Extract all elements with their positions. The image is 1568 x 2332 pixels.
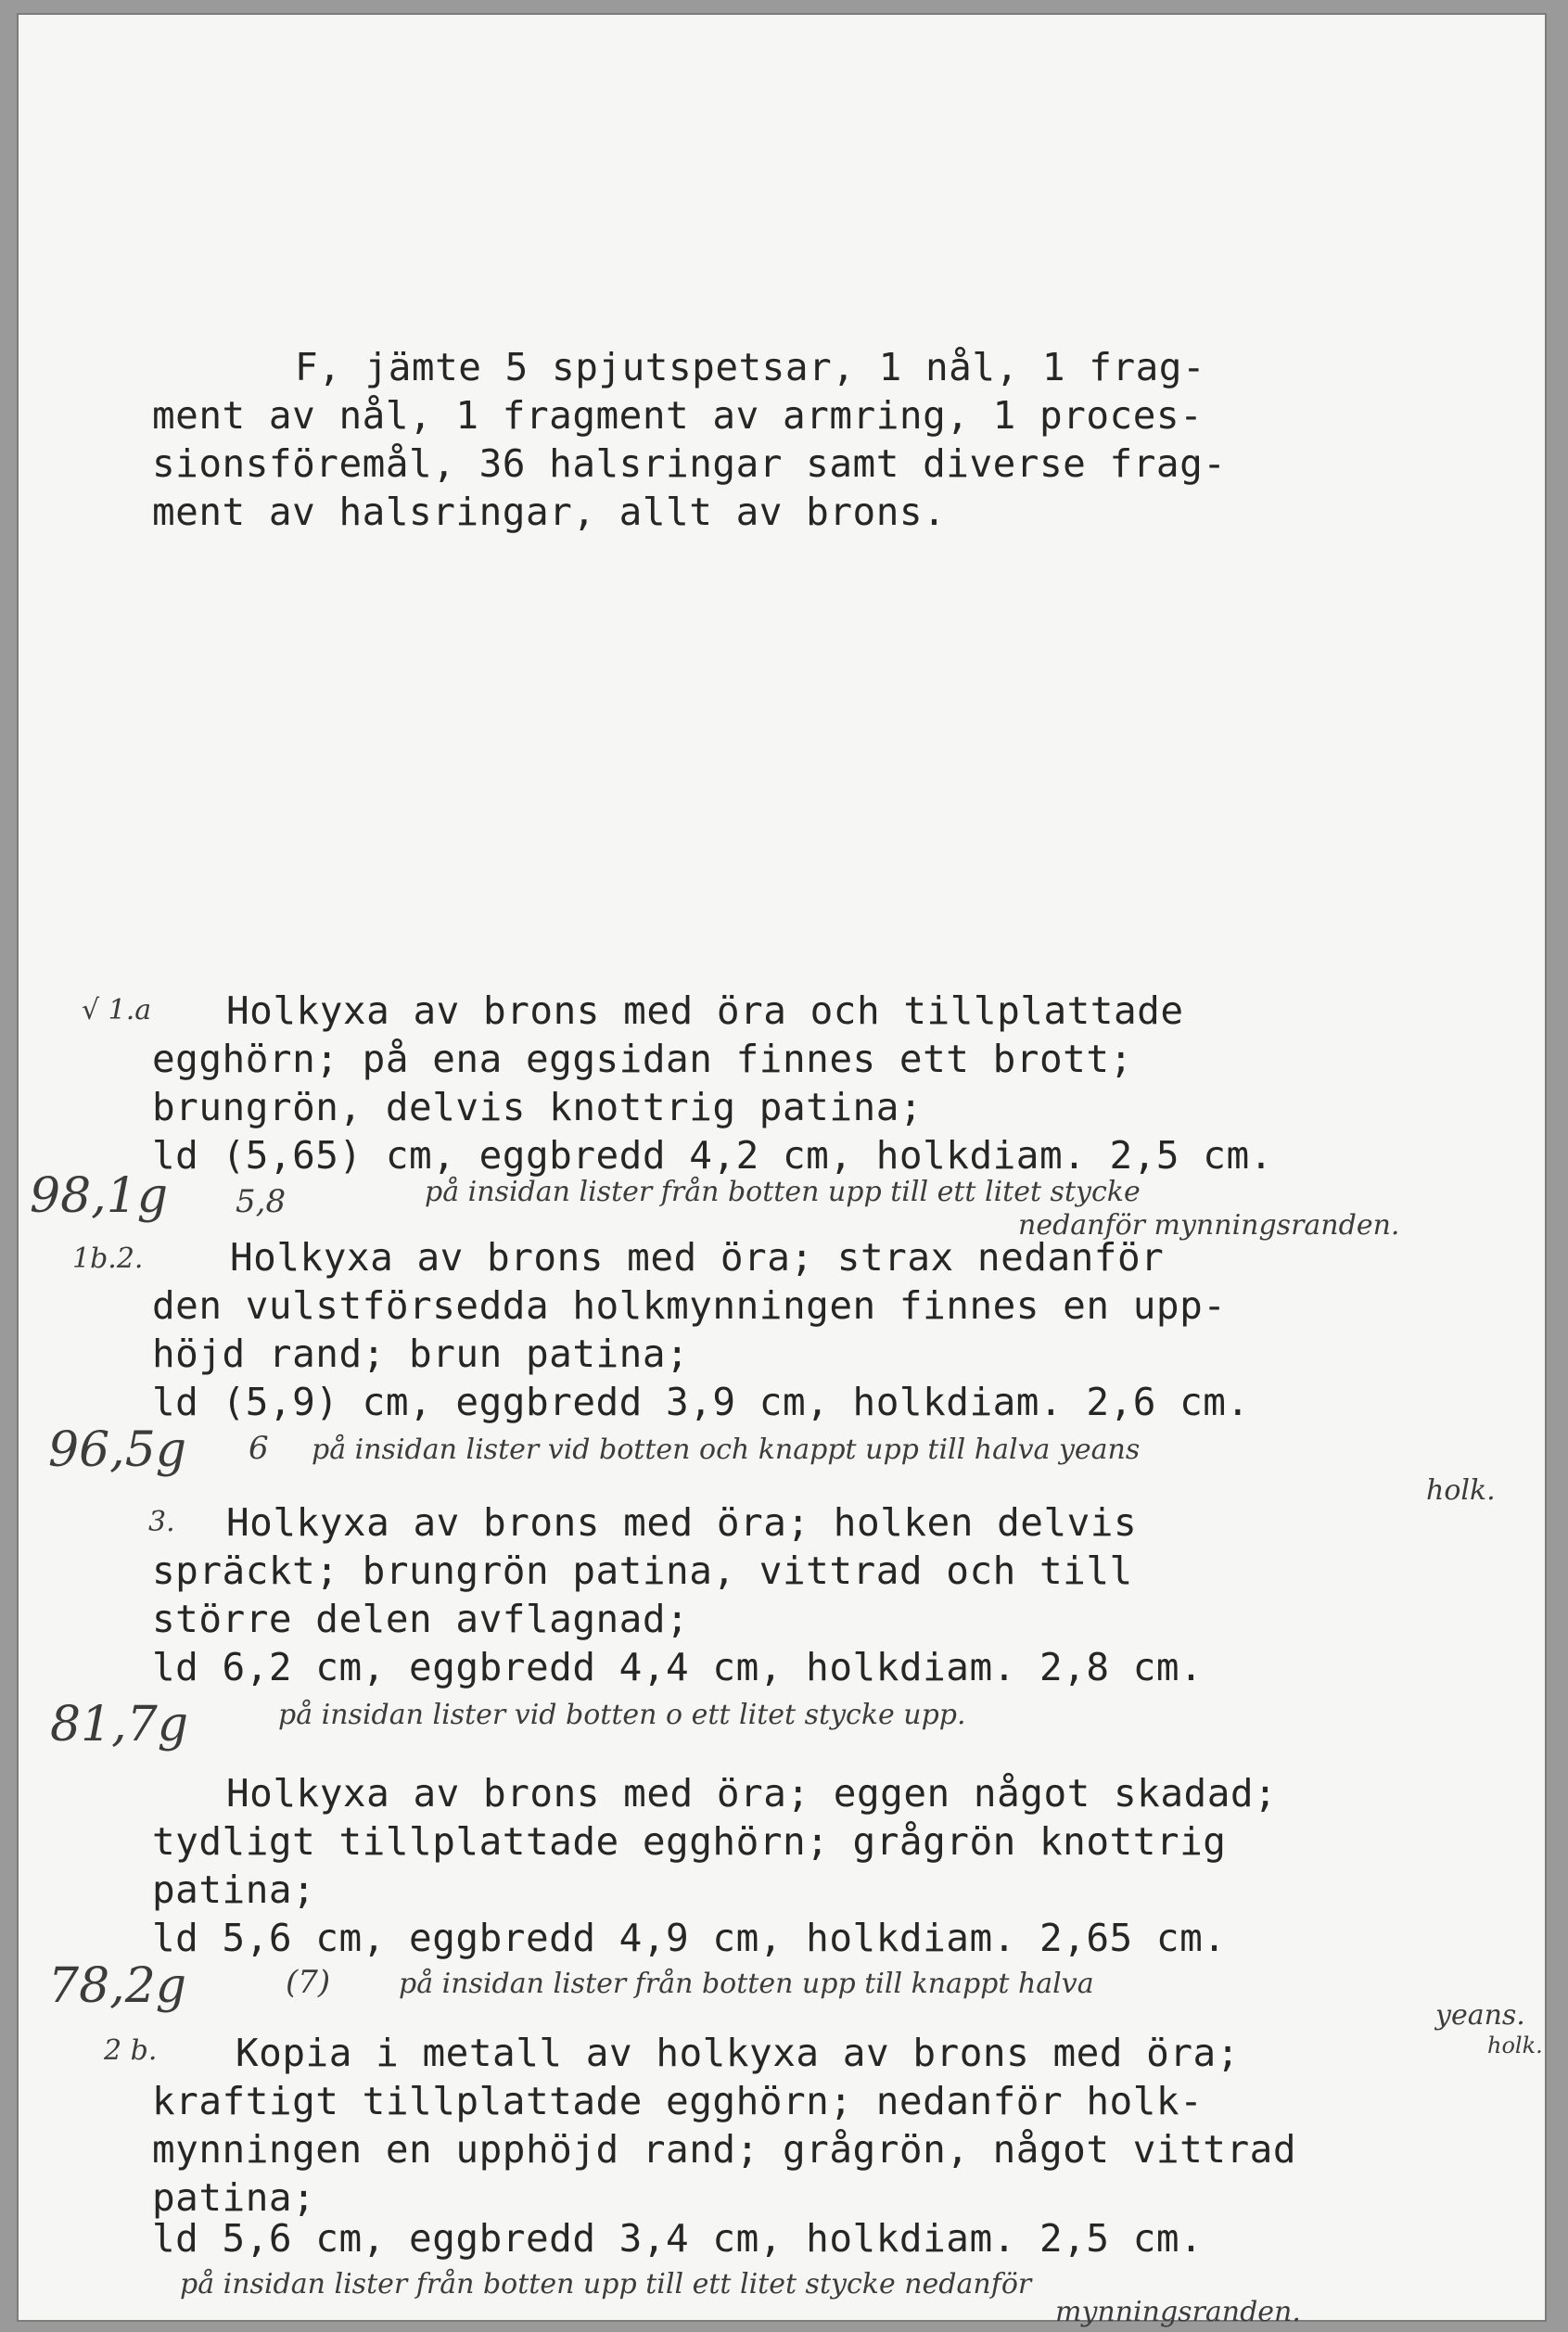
item-correction: (7) [286,1964,331,2001]
item-note: holk. [1426,1474,1496,1507]
item-line: tydligt tillplattade egghörn; grågrön knottrig [152,1819,1227,1864]
item-measurements: ld (5,65) cm, eggbredd 4,2 cm, holkdiam. 2,5 cm. [152,1133,1273,1178]
intro-line: ment av nål, 1 fragment av armring, 1 proces- [152,393,1204,438]
item-line: Holkyxa av brons med öra; strax nedanför [230,1235,1165,1280]
item-measurements: ld 5,6 cm, eggbredd 3,4 cm, holkdiam. 2,5 cm. [152,2216,1204,2261]
item-marker: 1b.2. [72,1242,144,1275]
item-line: spräckt; brungrön patina, vittrad och till [152,1548,1133,1593]
item-line: Kopia i metall av holkyxa av brons med öra; [236,2031,1240,2075]
item-line: höjd rand; brun patina; [152,1332,690,1376]
item-measurements: ld 5,6 cm, eggbredd 4,9 cm, holkdiam. 2,65 cm. [152,1916,1227,1960]
item-marker: 2 b. [104,2034,158,2067]
item-line: patina; [152,2175,316,2220]
item-line: mynningen en upphöjd rand; grågrön, något vittrad [152,2127,1297,2172]
item-line: Holkyxa av brons med öra; eggen något skadad; [226,1771,1278,1816]
item-line: patina; [152,1867,316,1912]
item-line: egghörn; på ena eggsidan finnes ett brott; [152,1037,1133,1081]
item-note: på insidan lister från botten upp till ett litet stycke nedanför [180,2268,1032,2300]
item-note: yeans. [1435,1999,1525,2032]
intro-line: ment av halsringar, allt av brons. [152,490,947,534]
catalog-card [17,13,1547,2328]
intro-line: F, jämte 5 spjutspetsar, 1 nål, 1 frag- [295,345,1206,389]
item-line: kraftigt tillplattade egghörn; nedanför holk- [152,2079,1204,2123]
item-correction: 5,8 [236,1183,287,1220]
item-note: på insidan lister från botten upp till knappt halva [399,1968,1094,2000]
item-measurements: ld 6,2 cm, eggbredd 4,4 cm, holkdiam. 2,8 cm. [152,1645,1204,1689]
item-weight: 81,7g [50,1697,189,1752]
item-note: holk. [1487,2033,1543,2058]
item-line: den vulstförsedda holkmynningen finnes en upp- [152,1283,1227,1328]
item-note: på insidan lister vid botten och knappt upp till halva yeans [312,1434,1141,1466]
item-measurements: ld (5,9) cm, eggbredd 3,9 cm, holkdiam. 2,6 cm. [152,1380,1250,1424]
item-weight: 78,2g [48,1958,187,2014]
item-marker: √ 1.a [82,994,152,1026]
item-weight: 98,1g [30,1168,169,1224]
item-line: Holkyxa av brons med öra och tillplattade [226,988,1184,1033]
intro-line: sionsföremål, 36 halsringar samt diverse frag- [152,441,1227,486]
item-line: brungrön, delvis knottrig patina; [152,1085,924,1129]
item-note: på insidan lister från botten upp till ett litet stycke [425,1176,1141,1208]
item-note: på insidan lister vid botten o ett litet stycke upp. [278,1699,966,1731]
item-note: nedanför mynningsranden. [1018,1209,1400,1242]
item-correction: 6 [249,1430,269,1467]
item-note: mynningsranden. [1055,2296,1301,2328]
item-weight: 96,5g [48,1422,187,1478]
item-marker: 3. [148,1506,175,1538]
item-line: större delen avflagnad; [152,1597,690,1641]
item-line: Holkyxa av brons med öra; holken delvis [226,1500,1138,1545]
